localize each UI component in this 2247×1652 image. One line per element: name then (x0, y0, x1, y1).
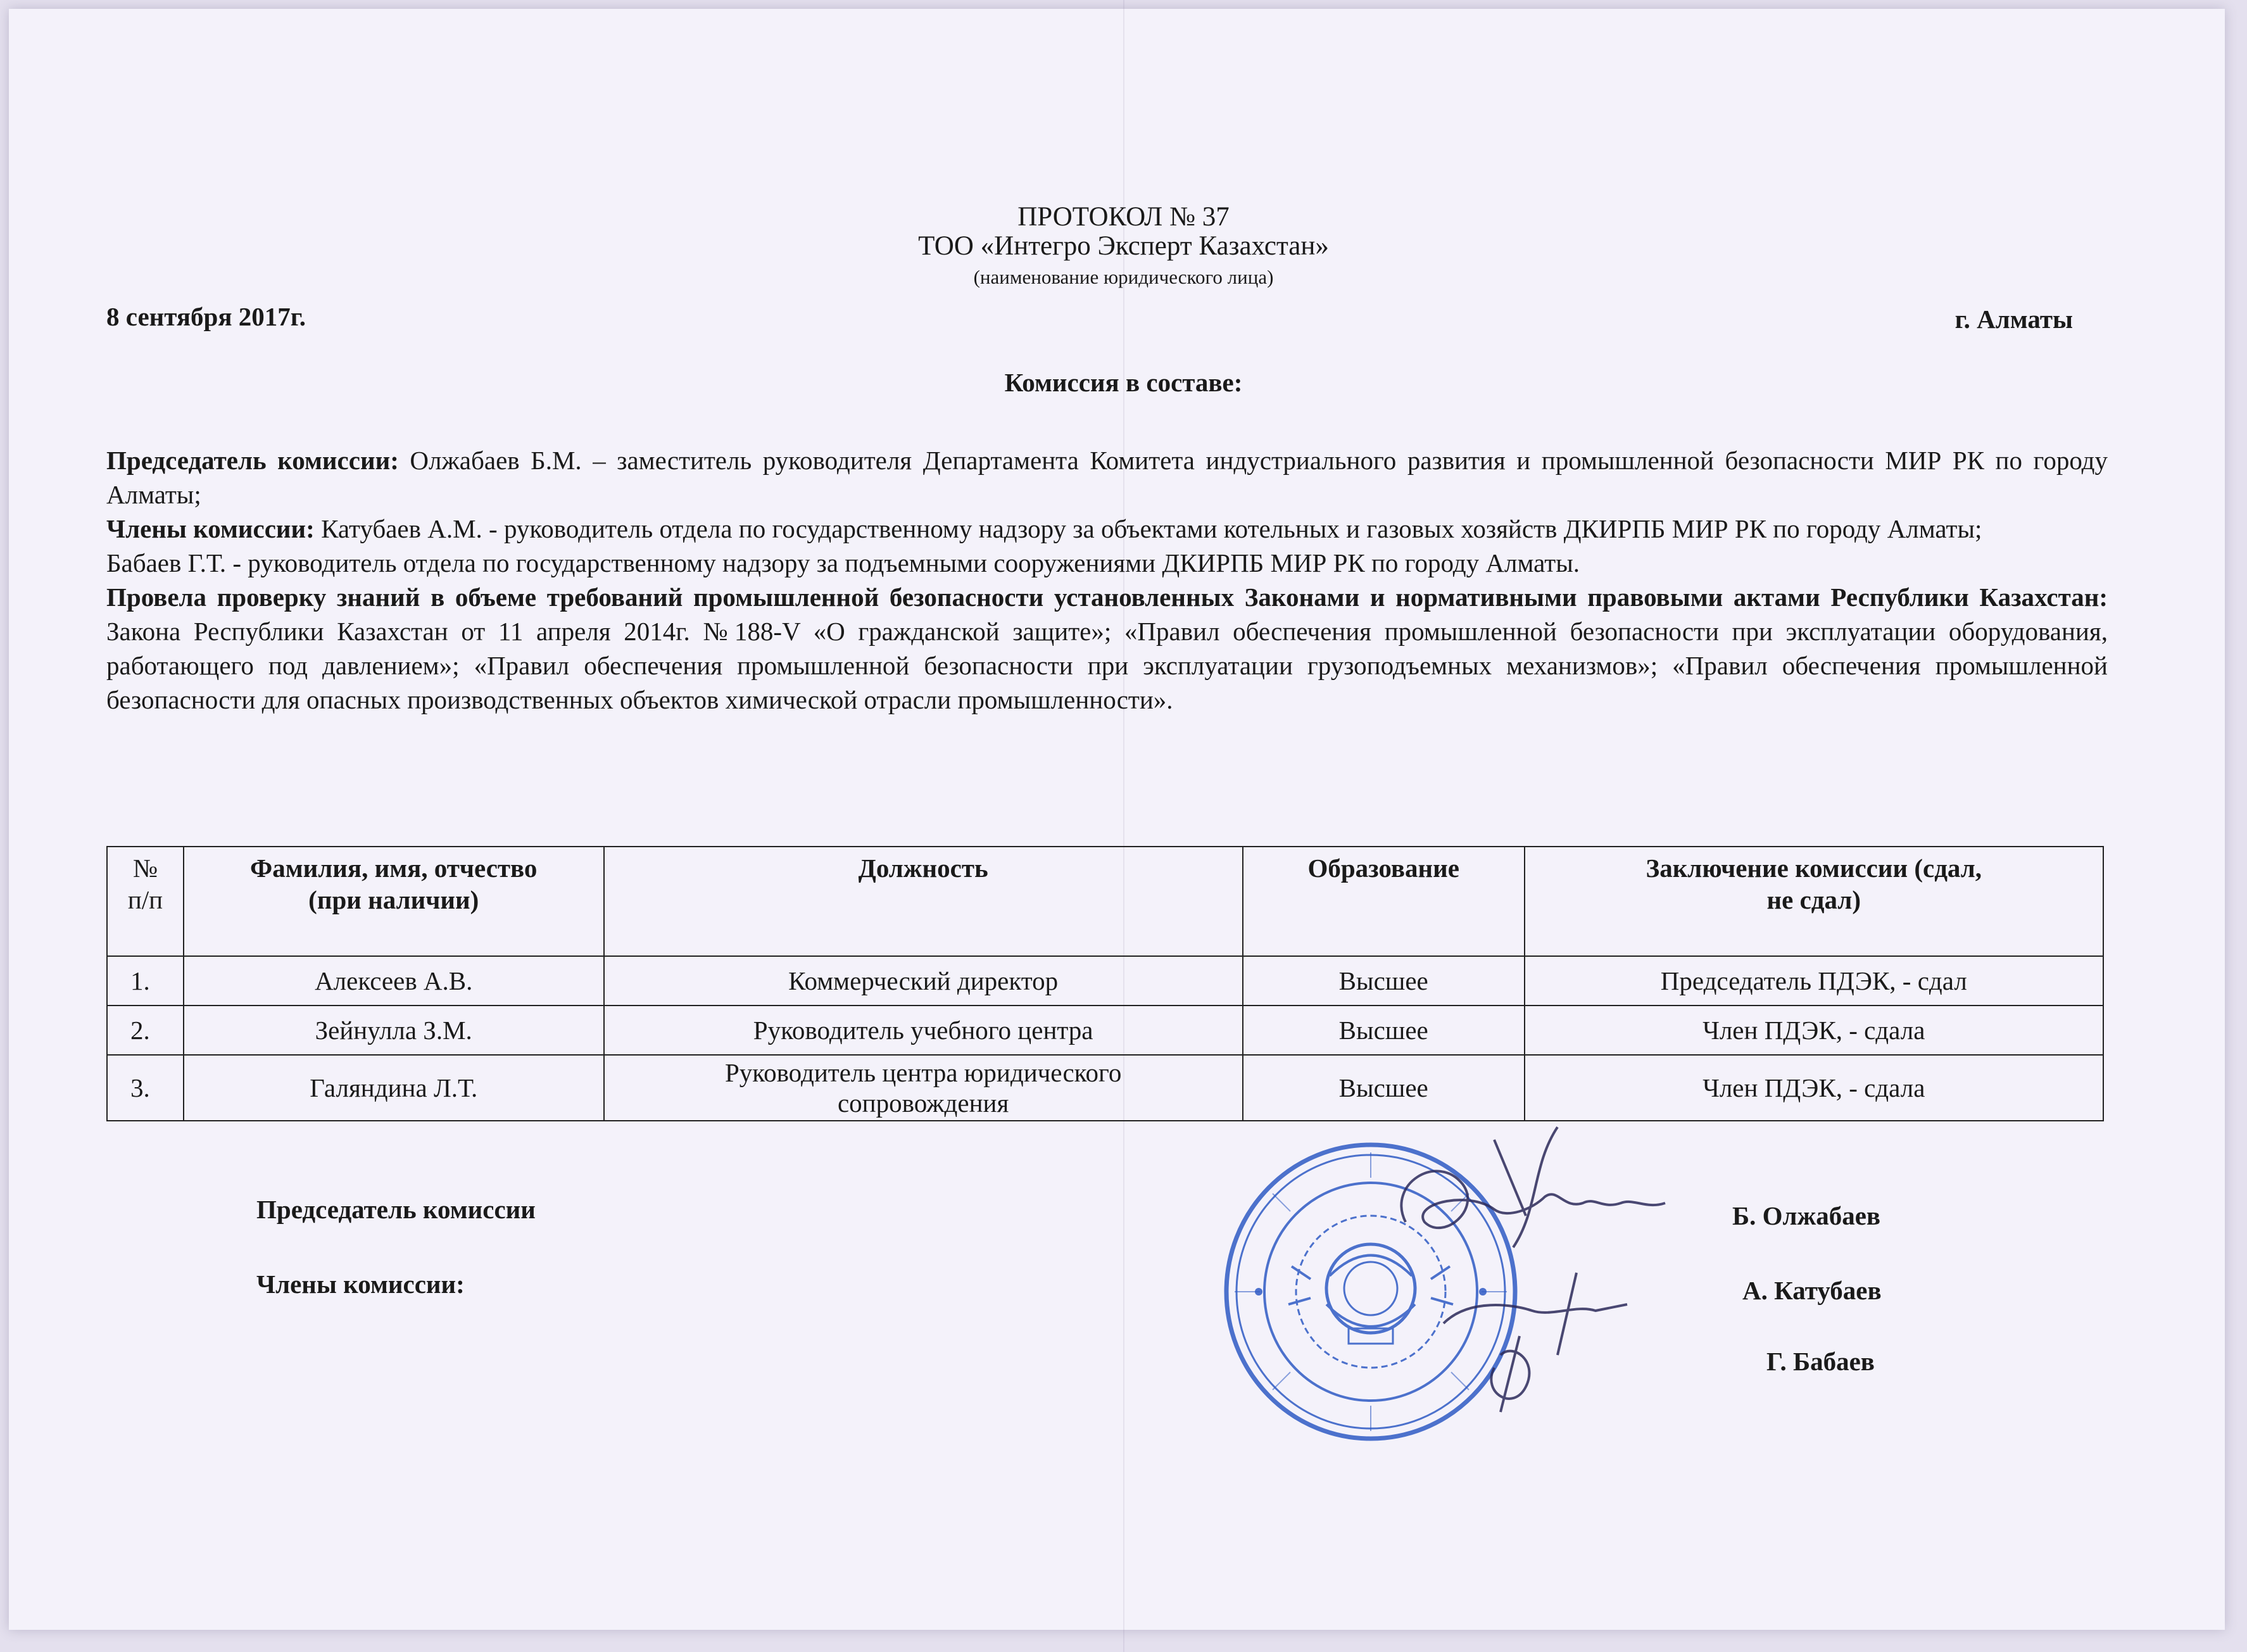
protocol-title: ПРОТОКОЛ № 37 (1017, 202, 1230, 232)
row-education: Высшее (1243, 1055, 1525, 1121)
row-name: Галяндина Л.Т. (184, 1055, 604, 1121)
row-name: Зейнулла З.М. (184, 1006, 604, 1055)
header-conclusion: Заключение комиссии (сдал, не сдал) (1525, 847, 2103, 956)
member1-paragraph (106, 512, 2108, 546)
check-text: Закона Республики Казахстан от 11 апреля 2014г. №188-V «О гражданской защите»; «Правил обеспечения промышленной безопасности при эксплуатации оборудования, работающего под давлением»; «Правил обеспечения промышленной безопасности при эксплуатации грузоподъемных механизмов»; «Правил обеспечения промышленной безопасности для опасных производственных объектов химической отрасли промышленности». (106, 617, 2108, 714)
signature-chair-name: Б. Олжабаев (1732, 1201, 1881, 1230)
member2-paragraph: Бабаев Г.Т. - руководитель отдела по государственному надзору за подъемными сооружениями ДКИРПБ МИР РК по городу Алматы. (106, 548, 1580, 577)
row-position: Руководитель центра юридического сопровождения (604, 1055, 1243, 1121)
row-position: Руководитель учебного центра (604, 1006, 1243, 1055)
protocol-city: г. Алматы (1954, 305, 2073, 334)
organization-note: (наименование юридического лица) (973, 266, 1274, 288)
row-num: 3. (107, 1055, 184, 1121)
row-position: Коммерческий директор (604, 956, 1243, 1006)
handwritten-signatures (1368, 1114, 1722, 1418)
commission-body (106, 443, 2108, 717)
row-conclusion: Член ПДЭК, - сдала (1525, 1055, 2103, 1121)
row-num: 1. (107, 956, 184, 1006)
protocol-date: 8 сентября 2017г. (106, 302, 306, 331)
commission-heading: Комиссия в составе: (1004, 368, 1243, 397)
row-conclusion: Член ПДЭК, - сдала (1525, 1006, 2103, 1055)
check-paragraph (106, 580, 2108, 717)
table-row (107, 956, 2103, 1006)
row-num: 2. (107, 1006, 184, 1055)
signature-member2-name: Г. Бабаев (1766, 1347, 1875, 1376)
members-label: Члены комиссии: (106, 514, 315, 543)
row-conclusion: Председатель ПДЭК, - сдал (1525, 956, 2103, 1006)
header-position: Должность (604, 847, 1243, 956)
chair-paragraph (106, 443, 2108, 512)
table-row (107, 1055, 2103, 1121)
table-row (107, 1006, 2103, 1055)
chair-text: Олжабаев Б.М. – заместитель руководителя Департамента Комитета индустриального развития и промышленной безопасности МИР РК по городу Алматы; (106, 446, 2108, 509)
table-header-row (107, 847, 2103, 956)
results-table (106, 846, 2104, 1121)
row-name: Алексеев А.В. (184, 956, 604, 1006)
signature-chair-label: Председатель комиссии (256, 1195, 536, 1224)
row-education: Высшее (1243, 956, 1525, 1006)
signature-member1-name: А. Катубаев (1742, 1276, 1882, 1305)
chair-label: Председатель комиссии: (106, 446, 399, 475)
organization-name: ТОО «Интегро Эксперт Казахстан» (918, 231, 1329, 261)
header-education: Образование (1243, 847, 1525, 956)
signature-members-label: Члены комиссии: (256, 1270, 465, 1299)
member1-text: Катубаев А.М. - руководитель отдела по государственному надзору за объектами котельных и газовых хозяйств ДКИРПБ МИР РК по городу Алматы; (314, 514, 1982, 543)
header-name: Фамилия, имя, отчество (при наличии) (184, 847, 604, 956)
header-num: № п/п (107, 847, 184, 956)
check-label: Провела проверку знаний в объеме требований промышленной безопасности установленных Законами и нормативными правовыми актами Республики Казахстан: (106, 583, 2108, 612)
row-education: Высшее (1243, 1006, 1525, 1055)
